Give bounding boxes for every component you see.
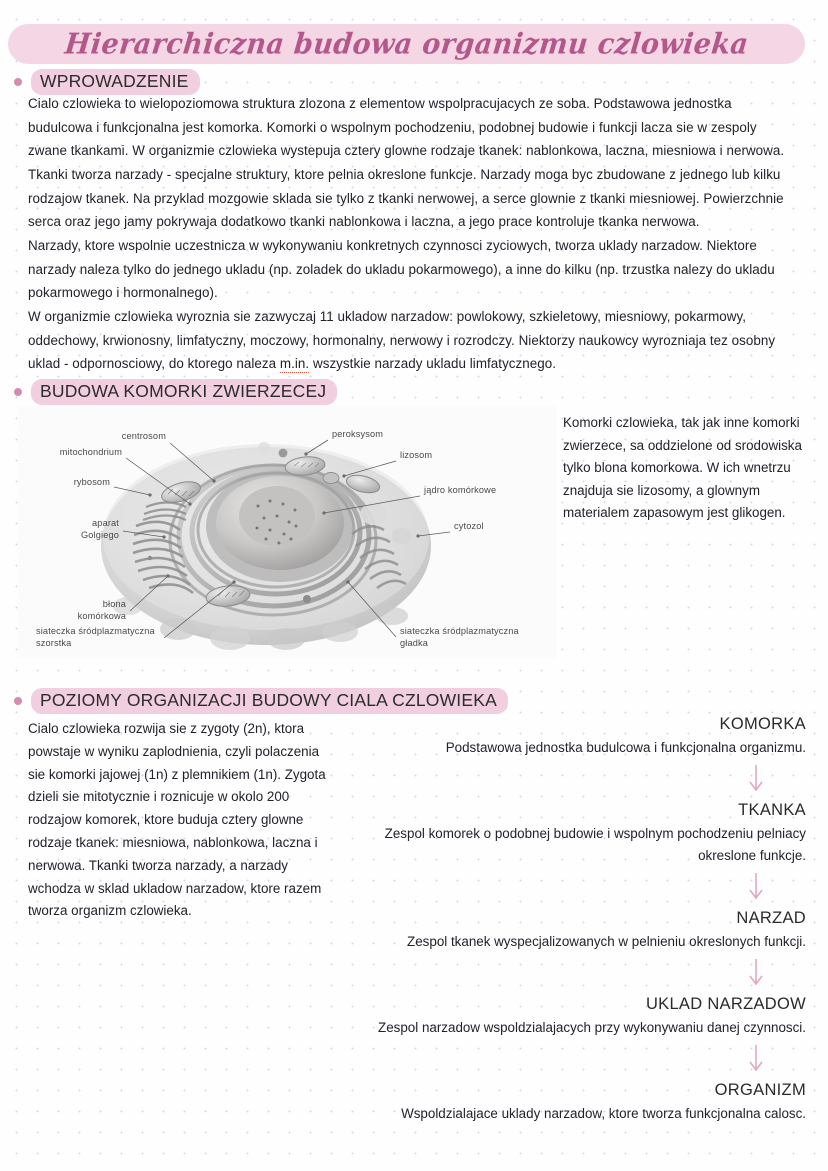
diagram-label-siateczka-gladka-line1: siateczka śródplazmatyczna [400, 626, 519, 636]
section-heading-label: BUDOWA KOMORKI ZWIERZECEJ [31, 379, 337, 405]
section-heading-label: WPROWADZENIE [31, 69, 200, 95]
intro-paragraph-2: Tkanki tworza narzady - specjalne struktury, ktore pelnia okreslone funkcje. Narzady moga byc zbudowane z jednego lub kilku rodzajow tkanek. Na przyklad mozgowie sklada sie tylko z tkanki nerwowej, a serce glownie z tkanki miesniowej. Powierzchnie serca oraz jego jamy pokrywaja dodatkowo tkanki nablonkowa i laczna, a jego prace kontroluje tkanka nerwowa. [28, 167, 784, 229]
diagram-label-centrosom: centrosom [121, 431, 166, 441]
arrow-down-icon [366, 1044, 806, 1074]
hierarchy-level-description: Zespol narzadow wspoldzialajacych przy wykonywaniu danej czynnosci. [378, 1020, 806, 1035]
diagram-label-peroksysom: peroksysom [332, 429, 384, 439]
diagram-label-siateczka-gladka-line2: gładka [400, 638, 428, 648]
diagram-label-blona-komorkowa-line2: komórkowa [77, 611, 126, 621]
diagram-label-jadro-komorkowe: jądro komórkowe [424, 485, 497, 495]
diagram-label-rybosom: rybosom [73, 477, 110, 487]
page-title-banner [8, 24, 805, 64]
hierarchy-level-uklad-narzadow [366, 992, 806, 1039]
hierarchy-level-title: TKANKA [738, 801, 806, 819]
intro-paragraph-1: Cialo czlowieka to wielopoziomowa struktura zlozona z elementow wspolpracujacych ze soba. Podstawowa jednostka budulcowa i funkcjonalna jest komorka. Komorki o wspolnym pochodzeniu, podobnej budowie i funkcji lacza sie w zespoly zwane tkankami. W organizmie czlowieka wystepuja cztery glowne rodzaje tkanek: nablonkowa, laczna, miesniowa i nerwowa. [28, 96, 785, 158]
hierarchy-level-description: Wspoldzialajace uklady narzadow, ktore tworza funkcjonalna calosc. [401, 1106, 806, 1121]
arrow-down-icon [366, 764, 806, 794]
section-heading-budowa-komorki [14, 379, 337, 405]
diagram-label-mitochondrium: mitochondrium [59, 447, 122, 457]
cell-structure-note: Komorki czlowieka, tak jak inne komorki zwierzece, sa oddzielone od srodowiska tylko blona komorkowa. W ich wnetrzu znajduja sie lizosomy, a glownym materialem zapasowym jest glikogen. [563, 415, 802, 520]
hierarchy-level-tkanka [366, 798, 806, 867]
hierarchy-level-description: Zespol tkanek wyspecjalizowanych w pelnieniu okreslonych funkcji. [407, 934, 806, 949]
hierarchy-level-description: Podstawowa jednostka budulcowa i funkcjonalna organizmu. [445, 740, 806, 755]
diagram-label-aparat-golgiego-line1: aparat [92, 518, 119, 528]
diagram-label-siateczka-szorstka-line2: szorstka [36, 638, 72, 648]
intro-paragraph-4 [28, 305, 798, 376]
page-title: Hierarchiczna budowa organizmu czlowieka [63, 27, 750, 61]
hierarchy-level-organizm [366, 1078, 806, 1125]
bullet-icon [14, 78, 22, 86]
intro-paragraph-3: Narzady, ktore wspolnie uczestnicza w wykonywaniu konkretnych czynnosci zyciowych, tworza uklady narzadow. Niektore narzady naleza tylko do jednego ukladu (np. zoladek do ukladu pokarmowego), a inne do kilku (np. trzustka nalezy do ukladu pokarmowego i hormonalnego). [28, 238, 775, 300]
animal-cell-diagram [18, 406, 556, 658]
section-heading-poziomy [14, 688, 508, 714]
peroksysom-organelle [279, 449, 288, 458]
arrow-down-icon [366, 872, 806, 902]
diagram-label-lizosom: lizosom [400, 450, 433, 460]
spellchecked-word: m.in. [279, 356, 310, 371]
hierarchy-level-komorka [366, 712, 806, 759]
diagram-label-aparat-golgiego-line2: Golgiego [81, 530, 119, 540]
hierarchy-level-narzad [366, 906, 806, 953]
diagram-label-cytozol: cytozol [454, 521, 484, 531]
hierarchy-level-title: UKLAD NARZADOW [645, 995, 806, 1013]
diagram-label-siateczka-szorstka-line1: siateczka śródplazmatyczna [36, 626, 155, 636]
hierarchy-level-description: Zespol komorek o podobnej budowie i wspolnym pochodzeniu pelniacy okreslone funkcje. [384, 826, 806, 863]
intro-paragraph-4-text-before: W organizmie czlowieka wyroznia sie zazwyczaj 11 ukladow narzadow: powlokowy, szkieletowy, miesniowy, pokarmowy, oddechowy, krwionosny, limfatyczny, moczowy, hormonalny, nerwowy i rozrodczy. Niektorzy naukowcy wyrozniaja tez osobny uklad - odpornosciowy, do ktorego naleza [28, 309, 776, 371]
bullet-icon [14, 388, 22, 396]
hierarchy-level-title: NARZAD [736, 909, 806, 927]
hierarchy-level-title: KOMORKA [719, 715, 806, 733]
bullet-icon [14, 697, 22, 705]
lizosom-organelle [323, 473, 339, 484]
arrow-down-icon [366, 958, 806, 988]
diagram-label-blona-komorkowa-line1: błona [102, 599, 126, 609]
hierarchy-level-title: ORGANIZM [714, 1081, 806, 1099]
section-heading-label: POZIOMY ORGANIZACJI BUDOWY CIALA CZLOWIEKA [31, 688, 508, 714]
levels-description: Cialo czlowieka rozwija sie z zygoty (2n), ktora powstaje w wyniku zaplodnienia, czyli polaczenia sie komorki jajowej (1n) z plemnikiem (1n). Zygota dzieli sie mitotycznie i roznicuje w okolo 200 rodzajow komorek, ktore buduja cztery glowne rodzaje tkanek: miesniowa, nablonkowa, laczna i nerwowa. Tkanki tworza narzady, a narzady wchodza w sklad ukladow narzadow, ktore razem tworza organizm czlowieka. [28, 721, 326, 919]
intro-paragraph-4-text-after: wszystkie narzady ukladu limfatycznego. [309, 356, 557, 371]
hierarchy-flow [366, 712, 806, 1125]
